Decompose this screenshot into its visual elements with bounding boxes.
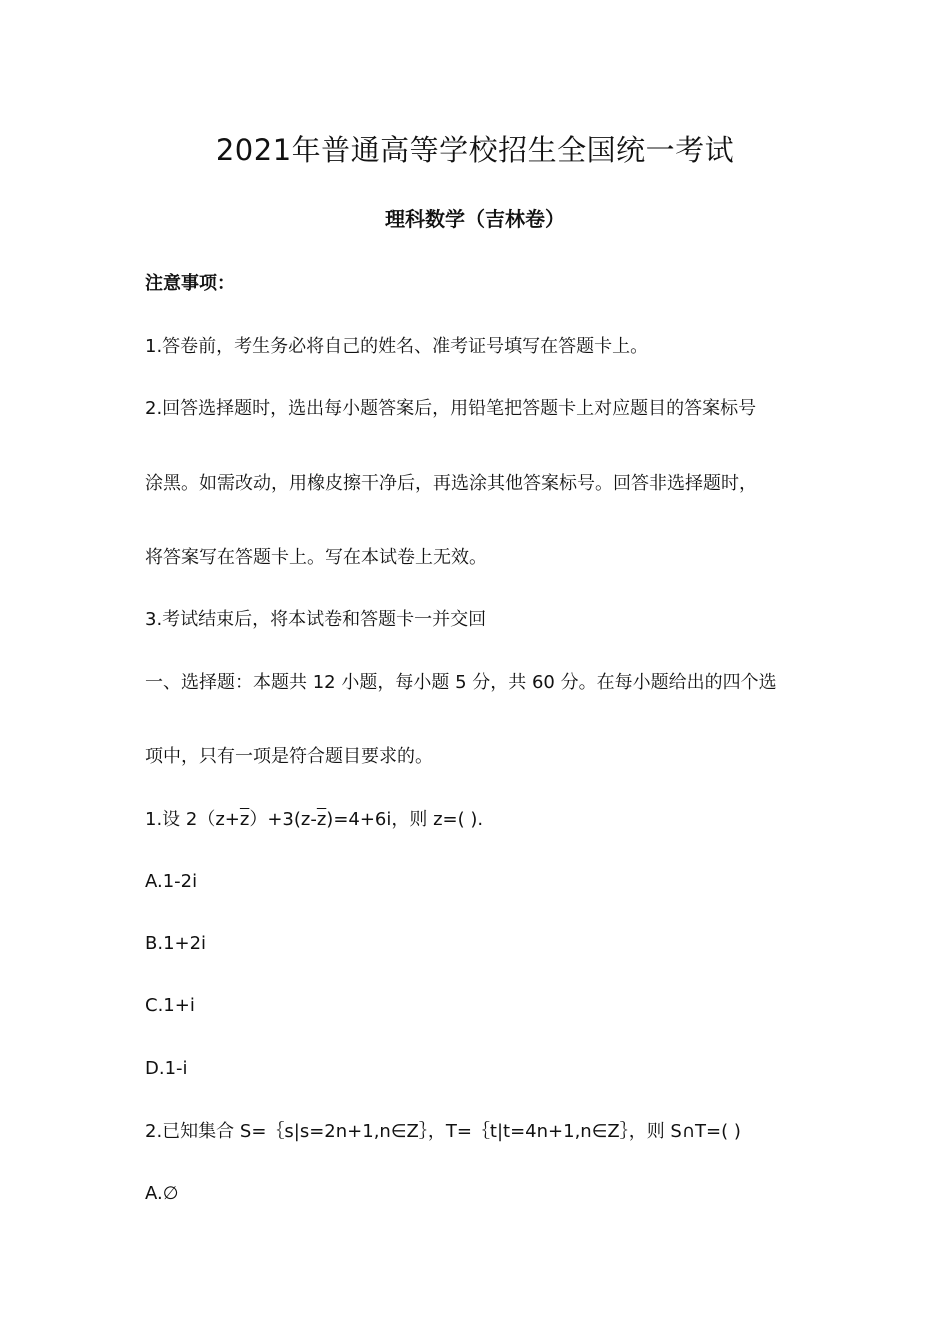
question-1-option-c: C.1+i	[145, 995, 195, 1016]
question-1-stem-mid: ）+3(z-	[249, 809, 317, 830]
section-1-intro-line-2: 项中，只有一项是符合题目要求的。	[145, 746, 433, 767]
z-conjugate-1: $\overline{z}$	[239, 809, 250, 830]
question-1-option-b: B.1+2i	[145, 933, 207, 954]
z-conjugate-2: $\overline{z}$	[316, 809, 327, 830]
question-2-option-a: A.∅	[145, 1183, 179, 1204]
notice-item-3: 3.考试结束后，将本试卷和答题卡一并交回	[145, 609, 487, 630]
notice-heading: 注意事项：	[145, 273, 235, 294]
document-subtitle: 理科数学（吉林卷）	[385, 207, 565, 231]
notice-item-1: 1.答卷前，考生务必将自己的姓名、准考证号填写在答题卡上。	[145, 336, 649, 357]
question-1-stem	[145, 806, 825, 834]
notice-item-2-line-3: 将答案写在答题卡上。写在本试卷上无效。	[145, 547, 487, 568]
question-1-option-a: A.1-2i	[145, 871, 198, 892]
question-1-stem-prefix: 1.设 2（z+	[145, 809, 240, 830]
section-1-intro-line-1: 一、选择题：本题共 12 小题，每小题 5 分，共 60 分。在每小题给出的四个选	[145, 672, 777, 693]
question-2-stem: 2.已知集合 S=｛s|s=2n+1,n∈Z｝，T=｛t|t=4n+1,n∈Z｝，则 S∩T=( )	[145, 1121, 741, 1142]
question-1-stem-suffix: )=4+6i，则 z=( ).	[326, 809, 484, 830]
notice-item-2-line-2: 涂黑。如需改动，用橡皮擦干净后，再选涂其他答案标号。回答非选择题时，	[145, 473, 757, 494]
notice-item-2-line-1: 2.回答选择题时，选出每小题答案后，用铅笔把答题卡上对应题目的答案标号	[145, 398, 757, 419]
document-title: 2021年普通高等学校招生全国统一考试	[215, 133, 735, 167]
question-1-option-d: D.1-i	[145, 1058, 188, 1079]
